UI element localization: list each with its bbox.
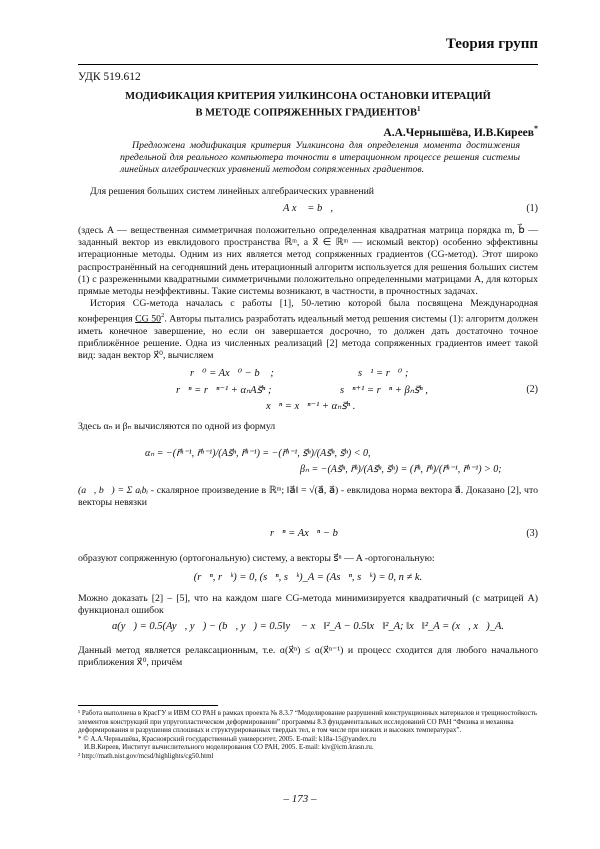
eq2-line2-right: s⃗ⁿ⁺¹ = r⃗ⁿ + βₙs⃗ⁿ , (340, 385, 428, 396)
footnote-2: ² http://math.nist.gov/mcsd/highlights/cg50.html (78, 751, 214, 760)
paragraph-6: образуют сопряженную (ортогональную) систему, а векторы s⃗ⁿ — A -ортогональную: (78, 553, 435, 564)
error-functional: ɑ(y⃗) = 0.5(Ay⃗, y⃗) − (b⃗, y⃗) = 0.5‖y⃗ − x⃗‖²_A − 0.5‖x⃗‖²_A; ‖x⃗‖²_A = (x⃗, x⃗)_A. (111, 621, 505, 632)
paragraph-2: (здесь A — вещественная симметричная положительно определенная квадратная матрица порядка m, b⃗ — заданный вектор из евклидового пространства ℝᵐ, а x⃗ ∈ ℝᵐ — искомый вектор) особенно эффективны итерационные методы. Одним из них является метод сопряженных градиентов (CG-метод). Этот широко распространённый на сегодняшний день итерационный алгоритм используется для решения больших систем (1) с разреженными квадратными симметричными положительно определенными матрицами A, для которых прямые методы неэффективны. Такие системы возникают, в частности, в прочностных задачах. (78, 225, 538, 298)
paragraph-1: Для решения больших систем линейных алгебраических уравнений (90, 186, 375, 197)
equation-3: r⃗ⁿ = Ax⃗ⁿ − b⃗ (269, 528, 346, 539)
footnote-author-1: * © А.А.Чернышёва, Красноярский государственный университет, 2005. E-mail: k18a-15@yandex.ru (78, 734, 376, 743)
eq2-line1-left: r⃗⁰ = Ax⃗⁰ − b⃗ ; (190, 368, 274, 379)
alpha-formula: αₙ = −(r⃗ⁿ⁻¹, r⃗ⁿ⁻¹)/(As⃗ⁿ, r⃗ⁿ⁻¹) = −(r⃗ⁿ⁻¹, s⃗ⁿ)/(As⃗ⁿ, s⃗ⁿ) < 0, (145, 448, 371, 459)
footnote-author-2: И.В.Киреев, Институт вычислительного моделирования СО РАН, 2005. E-mail: kiv@icm.krasn.ru. (84, 743, 374, 752)
udk-code: УДК 519.612 (78, 71, 141, 83)
paragraph-4: Здесь αₙ и βₙ вычисляются по одной из формул (78, 421, 276, 432)
abstract: Предложена модификация критерия Уилкинсона для определения момента достижения предельной для реального компьютера точности в итерационном процессе решения системы линейных алгебраических уравнений методом сопряженных градиентов. (120, 140, 520, 175)
footnote-1: ¹ Работа выполнена в КрасГУ и ИВМ СО РАН в рамках проекта № 8.3.7 “Моделирование разрушений конструкционных материалов и трещиностойкость элементов конструкций при упругопластическом деформировании” программы 8.3 фундаментальных исследований СО РАН “Физика и механика деформирования и разрушения сплошных и структурированных твердых тел, в том числе при низких и высоких температурах”. (78, 709, 538, 735)
beta-formula: βₙ = −(As⃗ⁿ, r⃗ⁿ)/(As⃗ⁿ, s⃗ⁿ) = (r⃗ⁿ, r⃗ⁿ)/(r⃗ⁿ⁻¹, r⃗ⁿ⁻¹) > 0; (300, 464, 502, 475)
paragraph-8: Данный метод является релаксационным, т.е. ɑ(x⃗ⁿ) ≤ ɑ(x⃗ⁿ⁻¹) и процесс сходится для любого начального приближения x⃗⁰, причём (78, 645, 538, 669)
authors-text: А.А.Чернышёва, И.В.Киреев (383, 126, 534, 139)
authors (383, 124, 538, 139)
equation-3-number: (3) (526, 528, 538, 539)
running-header (78, 28, 538, 65)
footnote-2-mark: 2 (161, 312, 165, 320)
paragraph-3 (78, 298, 538, 362)
paragraph-5 (78, 485, 538, 509)
paragraph-3-start: История CG-метода началась с работы [1], 50-летию которой была посвящена Международная конференция (78, 298, 538, 325)
article-title (78, 91, 538, 120)
eq2-line3: x⃗ⁿ = x⃗ⁿ⁻¹ + αₙs⃗ⁿ . (266, 401, 356, 412)
title-line-2-text: В МЕТОДЕ СОПРЯЖЕННЫХ ГРАДИЕНТОВ (195, 107, 417, 119)
equation-1: A x⃗ = b⃗, (282, 203, 334, 214)
orthogonality-equation: (r⃗ⁿ, r⃗ᵏ) = 0, (s⃗ⁿ, s⃗ᵏ)_A = (As⃗ⁿ, s⃗ᵏ) = 0, n ≠ k. (193, 572, 423, 583)
title-line-1: МОДИФИКАЦИЯ КРИТЕРИЯ УИЛКИНСОНА ОСТАНОВКИ ИТЕРАЦИЙ (125, 91, 491, 102)
footnote-rule (78, 705, 218, 706)
authors-footnote-mark: * (534, 124, 538, 133)
title-footnote-mark: 1 (416, 105, 421, 113)
eq2-line2-left: r⃗ⁿ = r⃗ⁿ⁻¹ + αₙAs⃗ⁿ ; (176, 385, 272, 396)
title-line-2 (78, 103, 538, 120)
eq2-line1-right: s⃗¹ = r⃗⁰ ; (358, 368, 409, 379)
footnotes (78, 709, 538, 761)
cg50-reference: CG 50 (135, 313, 162, 325)
paragraph-3-end: . Авторы пытались разработать идеальный метод решения системы (1): алгоритм должен иметь конечное завершение, но если он завершается досрочно, то должен дать достаточно точное приближённое решение. Одна из численных реализаций [2] метода сопряженных градиентов имеет такой вид: задан вектор x⃗⁰, вычисляем (78, 313, 539, 362)
scalar-product-formula: (a⃗, b⃗) = Σ aᵢbᵢ (78, 485, 149, 496)
section-title: Теория групп (445, 36, 538, 52)
page-number: – 173 – (283, 793, 317, 805)
equation-2-number: (2) (526, 384, 538, 395)
equation-1-number: (1) (526, 203, 538, 214)
paragraph-5-text: - скалярное произведение в ℝᵐ; ‖a⃗‖ = √(a⃗, a⃗) - евклидова норма вектора a⃗. Доказано [2], что векторы невязки (78, 485, 538, 509)
paragraph-7: Можно доказать [2] – [5], что на каждом шаге CG-метода минимизируется квадратичный (с матрицей A) функционал ошибок (78, 593, 538, 617)
